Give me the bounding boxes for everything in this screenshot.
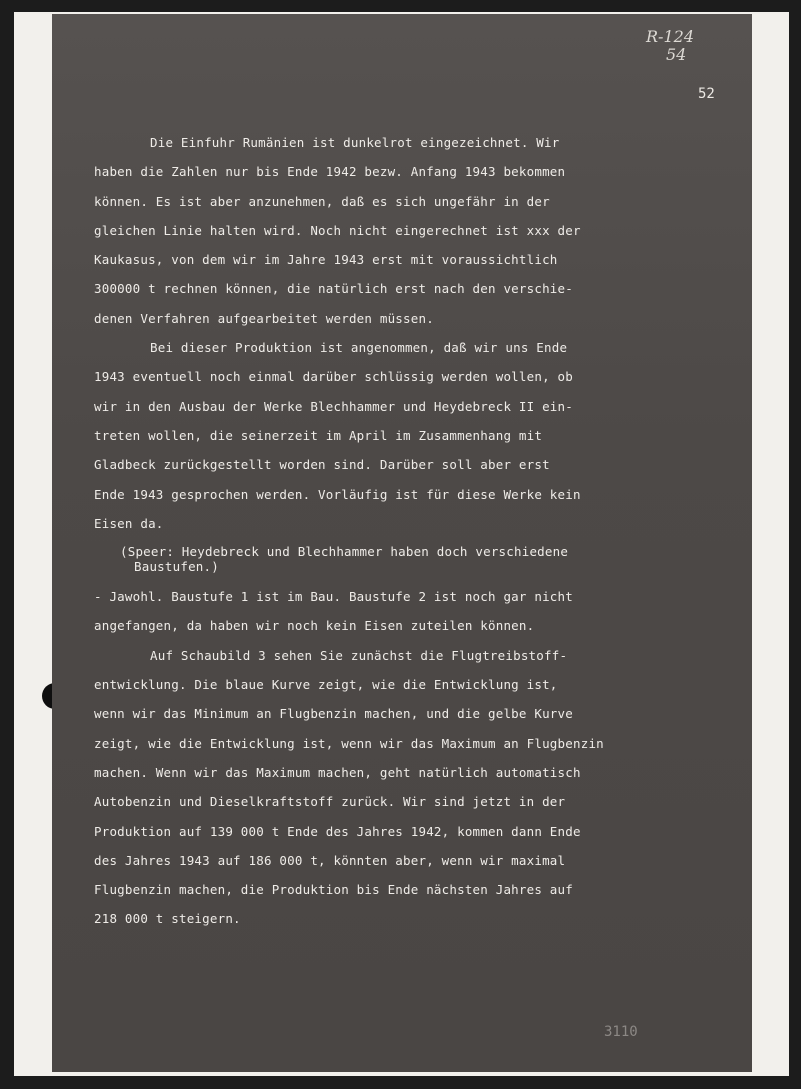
text-line: Kaukasus, von dem wir im Jahre 1943 erst mit voraussichtlich	[94, 252, 558, 268]
text-line: zeigt, wie die Entwicklung ist, wenn wir das Maximum an Flugbenzin	[94, 735, 604, 751]
text-line: Die Einfuhr Rumänien ist dunkelrot eingezeichnet. Wir	[150, 135, 560, 150]
page-number: 52	[698, 86, 715, 102]
paragraph-3	[94, 641, 704, 934]
archive-stamp-line2: 54	[666, 45, 687, 64]
text-line: 1943 eventuell noch einmal darüber schlüssig werden wollen, ob	[94, 369, 573, 385]
footer-mark: 3110	[604, 1024, 638, 1040]
text-line: Baustufen.)	[134, 559, 219, 575]
reply-paragraph	[94, 582, 704, 641]
text-line: Gladbeck zurückgestellt worden sind. Darüber soll aber erst	[94, 457, 550, 473]
text-line: (Speer: Heydebreck und Blechhammer haben doch verschiedene	[120, 544, 569, 560]
speer-interjection	[94, 538, 704, 582]
text-line: Produktion auf 139 000 t Ende des Jahres 1942, kommen dann Ende	[94, 823, 581, 839]
text-line: Flugbenzin machen, die Produktion bis Ende nächsten Jahres auf	[94, 882, 573, 898]
text-line: denen Verfahren aufgearbeitet werden müssen.	[94, 310, 434, 326]
text-line: haben die Zahlen nur bis Ende 1942 bezw. Anfang 1943 bekommen	[94, 164, 566, 180]
text-line: gleichen Linie halten wird. Noch nicht eingerechnet ist xxx der	[94, 222, 581, 238]
text-line: entwicklung. Die blaue Kurve zeigt, wie die Entwicklung ist,	[94, 677, 558, 693]
text-line: Autobenzin und Dieselkraftstoff zurück. Wir sind jetzt in der	[94, 794, 566, 810]
text-line: des Jahres 1943 auf 186 000 t, könnten aber, wenn wir maximal	[94, 852, 566, 868]
paragraph-1	[94, 128, 704, 333]
text-line: wenn wir das Minimum an Flugbenzin machen, und die gelbe Kurve	[94, 706, 573, 722]
photostat-page	[52, 14, 752, 1072]
text-line: können. Es ist aber anzunehmen, daß es sich ungefähr in der	[94, 193, 550, 209]
archive-stamp-line1: R-124	[646, 27, 694, 46]
text-line: Auf Schaubild 3 sehen Sie zunächst die Flugtreibstoff-	[150, 647, 568, 663]
text-line: machen. Wenn wir das Maximum machen, geht natürlich automatisch	[94, 764, 581, 780]
archive-stamp	[646, 28, 694, 64]
text-line: - Jawohl. Baustufe 1 ist im Bau. Baustufe 2 ist noch gar nicht	[94, 589, 573, 605]
document-body	[94, 128, 704, 934]
text-line: wir in den Ausbau der Werke Blechhammer und Heydebreck II ein-	[94, 398, 573, 414]
text-line: Bei dieser Produktion ist angenommen, daß wir uns Ende	[150, 340, 568, 356]
text-line: Eisen da.	[94, 515, 164, 531]
text-line: Ende 1943 gesprochen werden. Vorläufig ist für diese Werke kein	[94, 486, 581, 502]
text-line: 218 000 t steigern.	[94, 911, 241, 927]
text-line: 300000 t rechnen können, die natürlich erst nach den verschie-	[94, 281, 573, 297]
text-line: angefangen, da haben wir noch kein Eisen zuteilen können.	[94, 618, 535, 634]
text-line: treten wollen, die seinerzeit im April im Zusammenhang mit	[94, 427, 543, 443]
paragraph-2	[94, 333, 704, 538]
